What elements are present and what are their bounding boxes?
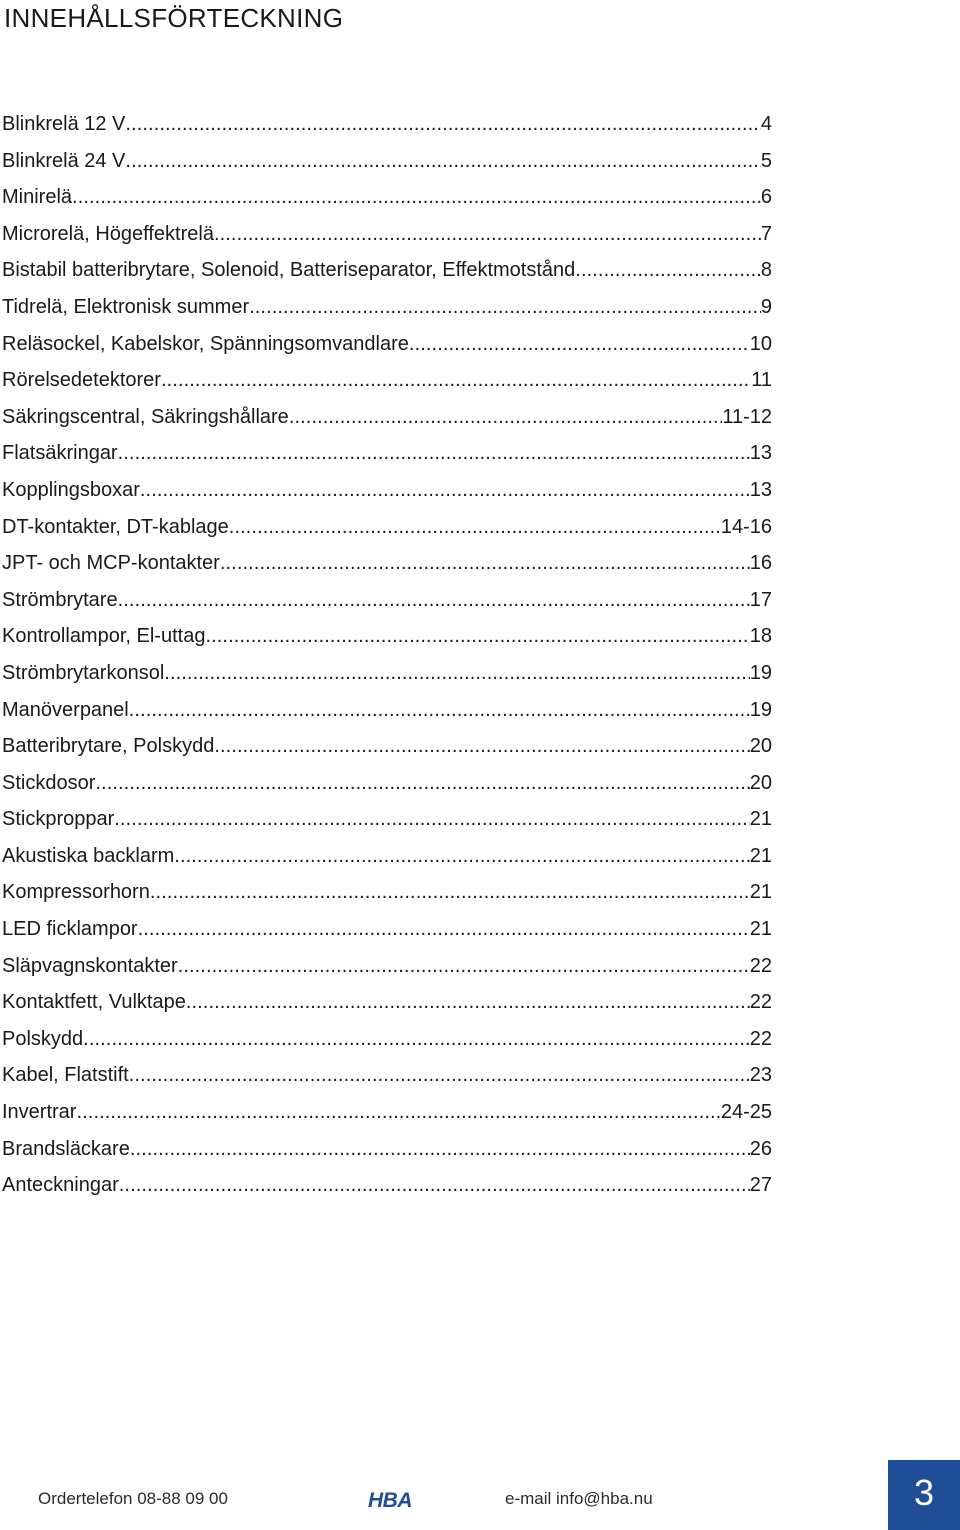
toc-entry-title: Kopplingsboxar — [2, 478, 140, 501]
toc-entry-page: 11 — [751, 369, 772, 392]
toc-dot-leader — [249, 289, 761, 326]
toc-entry — [2, 545, 772, 582]
toc-entry-title: Polskydd — [2, 1027, 84, 1050]
toc-entry-title: Kompressorhorn — [2, 881, 150, 904]
toc-entry-page: 5 — [760, 149, 772, 172]
toc-dot-leader — [72, 179, 761, 216]
toc-entry-title: Blinkrelä 24 V — [2, 149, 126, 172]
toc-entry — [2, 692, 772, 729]
contact-email: e-mail info@hba.nu — [505, 1489, 653, 1508]
toc-entry — [2, 984, 772, 1021]
toc-entry-page: 24-25 — [720, 1101, 772, 1124]
toc-dot-leader — [125, 143, 760, 180]
toc-dot-leader — [140, 472, 750, 509]
order-phone: Ordertelefon 08-88 09 00 — [38, 1489, 228, 1508]
toc-entry-title: Rörelsedetektorer — [2, 369, 161, 392]
toc-entry-page: 17 — [749, 588, 772, 611]
toc-entry — [2, 838, 772, 875]
toc-entry — [2, 252, 772, 289]
toc-entry-page: 18 — [749, 625, 772, 648]
toc-entry-page: 21 — [749, 881, 772, 904]
toc-dot-leader — [575, 252, 761, 289]
toc-dot-leader — [229, 509, 721, 546]
toc-entry-page: 8 — [760, 259, 772, 282]
toc-entry-title: Tidrelä, Elektronisk summer — [2, 295, 250, 318]
toc-entry-title: JPT- och MCP-kontakter — [2, 552, 220, 575]
toc-entry-page: 16 — [749, 552, 772, 575]
toc-entry-title: Kontaktfett, Vulktape — [2, 991, 186, 1014]
hba-logo — [368, 1487, 420, 1511]
toc-entry-title: Microrelä, Högeffektrelä — [2, 222, 214, 245]
toc-entry — [2, 911, 772, 948]
toc-dot-leader — [130, 1131, 750, 1168]
page-footer — [0, 1460, 960, 1530]
toc-dot-leader — [214, 728, 749, 765]
toc-entry-page: 4 — [760, 113, 772, 135]
toc-entry-title: Kabel, Flatstift — [2, 1064, 129, 1087]
toc-entry — [2, 655, 772, 692]
toc-entry-title: Bistabil batteribrytare, Solenoid, Batteriseparator, Effektmotstånd — [2, 259, 576, 282]
toc-entry-title: Säkringscentral, Säkringshållare — [2, 405, 289, 428]
toc-entry-page: 13 — [749, 442, 772, 465]
toc-entry — [2, 143, 772, 180]
toc-dot-leader — [186, 984, 750, 1021]
toc-entry-title: DT-kontakter, DT-kablage — [2, 515, 229, 538]
toc-dot-leader — [83, 1021, 750, 1058]
toc-entry-page: 23 — [749, 1064, 772, 1087]
toc-entry-title: Reläsockel, Kabelskor, Spänningsomvandlare — [2, 332, 409, 355]
toc-dot-leader — [129, 692, 750, 729]
toc-entry-page: 21 — [749, 918, 772, 941]
toc-entry-title: Minirelä — [2, 186, 73, 209]
toc-entry-page: 6 — [760, 186, 772, 209]
toc-entry-title: Stickdosor — [2, 771, 96, 794]
toc-entry-title: LED ficklampor — [2, 918, 138, 941]
toc-entry — [2, 618, 772, 655]
toc-entry-page: 22 — [749, 991, 772, 1014]
toc-entry-title: Invertrar — [2, 1101, 77, 1124]
toc-dot-leader — [220, 545, 750, 582]
toc-entry — [2, 582, 772, 619]
toc-entry-title: Flatsäkringar — [2, 442, 118, 465]
toc-dot-leader — [409, 326, 750, 363]
toc-entry — [2, 948, 772, 985]
toc-dot-leader — [161, 362, 751, 399]
toc-entry-page: 7 — [760, 222, 772, 245]
toc-entry-title: Strömbrytarkonsol — [2, 661, 165, 684]
toc-entry-page: 21 — [749, 844, 772, 867]
toc-entry-title: Strömbrytare — [2, 588, 118, 611]
toc-entry — [2, 362, 772, 399]
toc-entry — [2, 399, 772, 436]
hba-logo-text: HBA — [368, 1489, 412, 1511]
toc-entry-page: 21 — [749, 808, 772, 831]
toc-entry-title: Släpvagnskontakter — [2, 954, 178, 977]
toc-dot-leader — [138, 911, 750, 948]
toc-entry-page: 22 — [749, 954, 772, 977]
toc-entry-page: 19 — [749, 661, 772, 684]
toc-entry — [2, 1057, 772, 1094]
toc-entry-page: 20 — [749, 735, 772, 758]
toc-entry-page: 22 — [749, 1027, 772, 1050]
toc-dot-leader — [289, 399, 723, 436]
toc-dot-leader — [118, 435, 750, 472]
toc-entry-title: Batteribrytare, Polskydd — [2, 735, 215, 758]
toc-dot-leader — [164, 655, 749, 692]
toc-entry-title: Blinkrelä 12 V — [2, 113, 126, 135]
toc-entry — [2, 326, 772, 363]
page-number-badge — [888, 1460, 960, 1530]
toc-entry — [2, 1021, 772, 1058]
toc-dot-leader — [214, 216, 761, 253]
toc-entry-page: 20 — [749, 771, 772, 794]
toc-entry-title: Manöverpanel — [2, 698, 129, 721]
toc-dot-leader — [125, 106, 760, 143]
toc-dot-leader — [178, 948, 750, 985]
toc-entry — [2, 765, 772, 802]
toc-entry — [2, 435, 772, 472]
table-of-contents — [2, 106, 772, 1204]
toc-entry-title: Anteckningar — [2, 1174, 119, 1197]
toc-entry — [2, 216, 772, 253]
toc-dot-leader — [205, 618, 749, 655]
page-number: 3 — [913, 1472, 935, 1513]
toc-entry-title: Akustiska backlarm — [2, 844, 175, 867]
toc-entry-page: 10 — [749, 332, 772, 355]
toc-entry — [2, 472, 772, 509]
toc-entry-page: 19 — [749, 698, 772, 721]
toc-entry — [2, 1167, 772, 1204]
toc-entry — [2, 509, 772, 546]
toc-entry — [2, 728, 772, 765]
toc-entry — [2, 179, 772, 216]
toc-entry-page: 27 — [749, 1174, 772, 1197]
toc-dot-leader — [174, 838, 749, 875]
toc-dot-leader — [119, 1167, 750, 1204]
toc-entry — [2, 1131, 772, 1168]
toc-entry — [2, 106, 772, 143]
toc-entry-page: 9 — [760, 295, 772, 318]
toc-entry-page: 13 — [749, 478, 772, 501]
toc-dot-leader — [114, 801, 749, 838]
toc-entry — [2, 289, 772, 326]
toc-entry — [2, 874, 772, 911]
toc-entry-title: Kontrollampor, El-uttag — [2, 625, 206, 648]
toc-heading: INNEHÅLLSFÖRTECKNING — [4, 3, 344, 33]
toc-entry-page: 11-12 — [722, 405, 772, 428]
toc-dot-leader — [118, 582, 750, 619]
toc-entry-title: Stickproppar — [2, 808, 115, 831]
toc-dot-leader — [129, 1057, 750, 1094]
toc-entry-title: Brandsläckare — [2, 1137, 130, 1160]
toc-dot-leader — [150, 874, 750, 911]
toc-entry-page: 26 — [749, 1137, 772, 1160]
toc-dot-leader — [76, 1094, 720, 1131]
toc-entry — [2, 1094, 772, 1131]
toc-entry-page: 14-16 — [720, 515, 772, 538]
toc-dot-leader — [95, 765, 749, 802]
toc-entry — [2, 801, 772, 838]
